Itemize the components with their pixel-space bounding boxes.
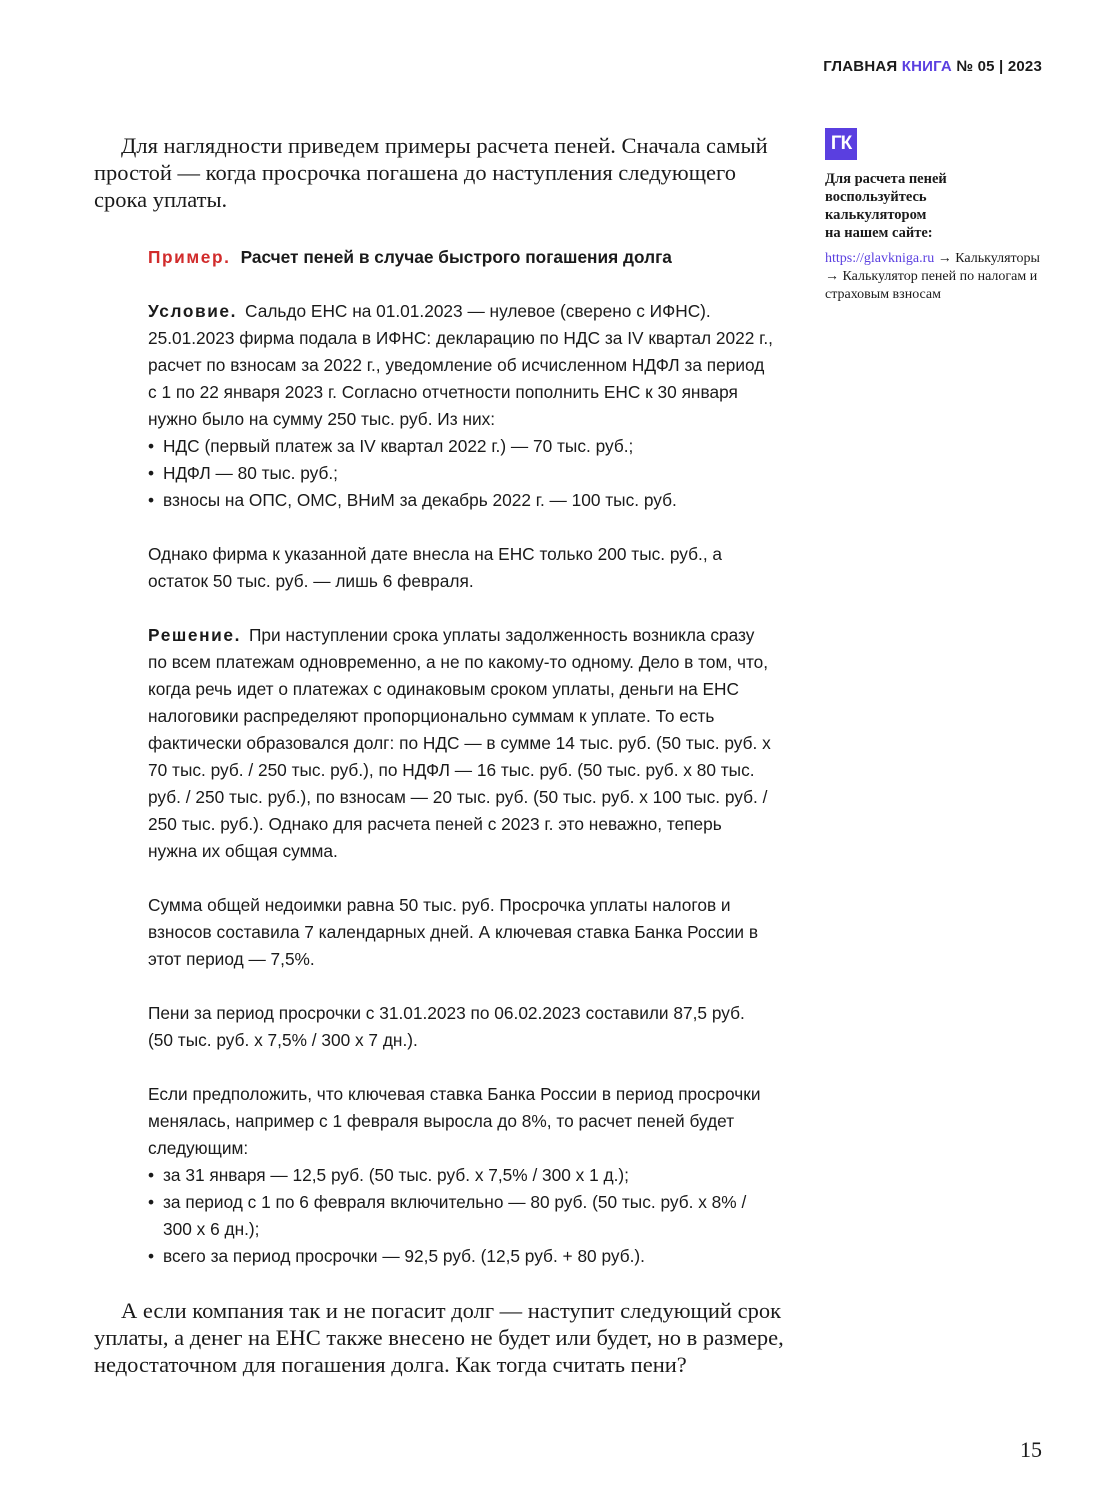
solution-text: При наступлении срока уплаты задолженность возникла сразу по всем платежам одновременно, а не по какому-то одному. Дело в том, что, когда речь идет о платежах с одинаковым сроком уплаты, деньги на ЕНС налоговики распределяют пропорционально суммам к уплате. То есть фактически образовался долг: по НДС — в сумме 14 тыс. руб. (50 тыс. руб. х 70 тыс. руб. / 250 тыс. руб.), по НДФЛ — 16 тыс. руб. (50 тыс. руб. х 80 тыс. руб. / 250 тыс. руб.), по взносам — 20 тыс. руб. (50 тыс. руб. х 100 тыс. руб. / 250 тыс. руб.). Однако для расчета пеней с 2023 г. это неважно, теперь нужна их общая сумма. [148,625,771,861]
sidebar-link[interactable]: https://glavkniga.ru [825,251,935,266]
paid-paragraph: Однако фирма к указанной дате внесла на ЕНС только 200 тыс. руб., а остаток 50 тыс. руб. — лишь 6 февраля. [148,544,723,591]
sidebar-note [825,128,1045,304]
list-item: • за период с 1 по 6 февраля включительно — 80 руб. (50 тыс. руб. х 8% / 300 х 6 дн.); [148,1189,773,1243]
solution-paragraph [148,622,773,865]
sidebar-body [825,250,1045,304]
list-item: • за 31 января — 12,5 руб. (50 тыс. руб. х 7,5% / 300 х 1 д.); [148,1162,773,1189]
condition-paragraph [148,298,773,433]
header-issue: № 05 | 2023 [956,58,1042,75]
intro-text: Для наглядности приведем примеры расчета пеней. Сначала самый простой — когда просрочка погашена до наступления следующего срока уплаты. [94,133,768,212]
magazine-header [823,58,1042,75]
header-brand-main: ГЛАВНАЯ [823,58,898,75]
example-label: Пример. [148,247,231,267]
intro-paragraph [94,132,784,213]
condition-text: Сальдо ЕНС на 01.01.2023 — нулевое (сверено с ИФНС). 25.01.2023 фирма подала в ИФНС: декларацию по НДС за IV квартал 2022 г., расчет по взносам за 2022 г., уведомление об исчисленном НДФЛ за период с 1 по 22 января 2023 г. Согласно отчетности пополнить ЕНС к 30 января нужно было на сумму 250 тыс. руб. Из них: [148,301,773,429]
list-item: • всего за период просрочки — 92,5 руб. (12,5 руб. + 80 руб.). [148,1243,773,1270]
penalty-paragraph: Пени за период просрочки с 31.01.2023 по 06.02.2023 составили 87,5 руб. (50 тыс. руб. х 7,5% / 300 х 7 дн.). [148,1003,745,1050]
example-heading [148,244,773,271]
solution-label: Решение. [148,625,241,645]
rate-change-paragraph: Если предположить, что ключевая ставка Банка России в период просрочки менялась, например с 1 февраля выросла до 8%, то расчет пеней будет следующим: [148,1084,761,1158]
sum-paragraph: Сумма общей недоимки равна 50 тыс. руб. Просрочка уплаты налогов и взносов составила 7 календарных дней. А ключевая ставка Банка России в этот период — 7,5%. [148,895,759,969]
condition-list [148,433,773,514]
example-block [148,244,773,1270]
outro-text: А если компания так и не погасит долг — наступит следующий срок уплаты, а денег на ЕНС также внесено не будет или будет, но в размере, недостаточном для погашения долга. Как тогда считать пени? [94,1298,784,1377]
condition-label: Условие. [148,301,238,321]
sidebar-title: Для расчета пеней воспользуйтесь калькулятором на нашем сайте: [825,171,947,241]
glavkniga-logo-icon: ГК [825,128,857,160]
list-item: • НДФЛ — 80 тыс. руб.; [148,460,773,487]
header-brand-accent: КНИГА [901,58,952,75]
sidebar-path: → Калькуляторы → Калькулятор пеней по налогам и страховым взносам [825,251,1040,302]
page-number: 15 [1020,1437,1042,1462]
list-item: • НДС (первый платеж за IV квартал 2022 г.) — 70 тыс. руб.; [148,433,773,460]
example-title: Расчет пеней в случае быстрого погашения долга [240,247,672,267]
list-item: • взносы на ОПС, ОМС, ВНиМ за декабрь 2022 г. — 100 тыс. руб. [148,487,773,514]
rate-list [148,1162,773,1270]
outro-paragraph [94,1297,784,1378]
